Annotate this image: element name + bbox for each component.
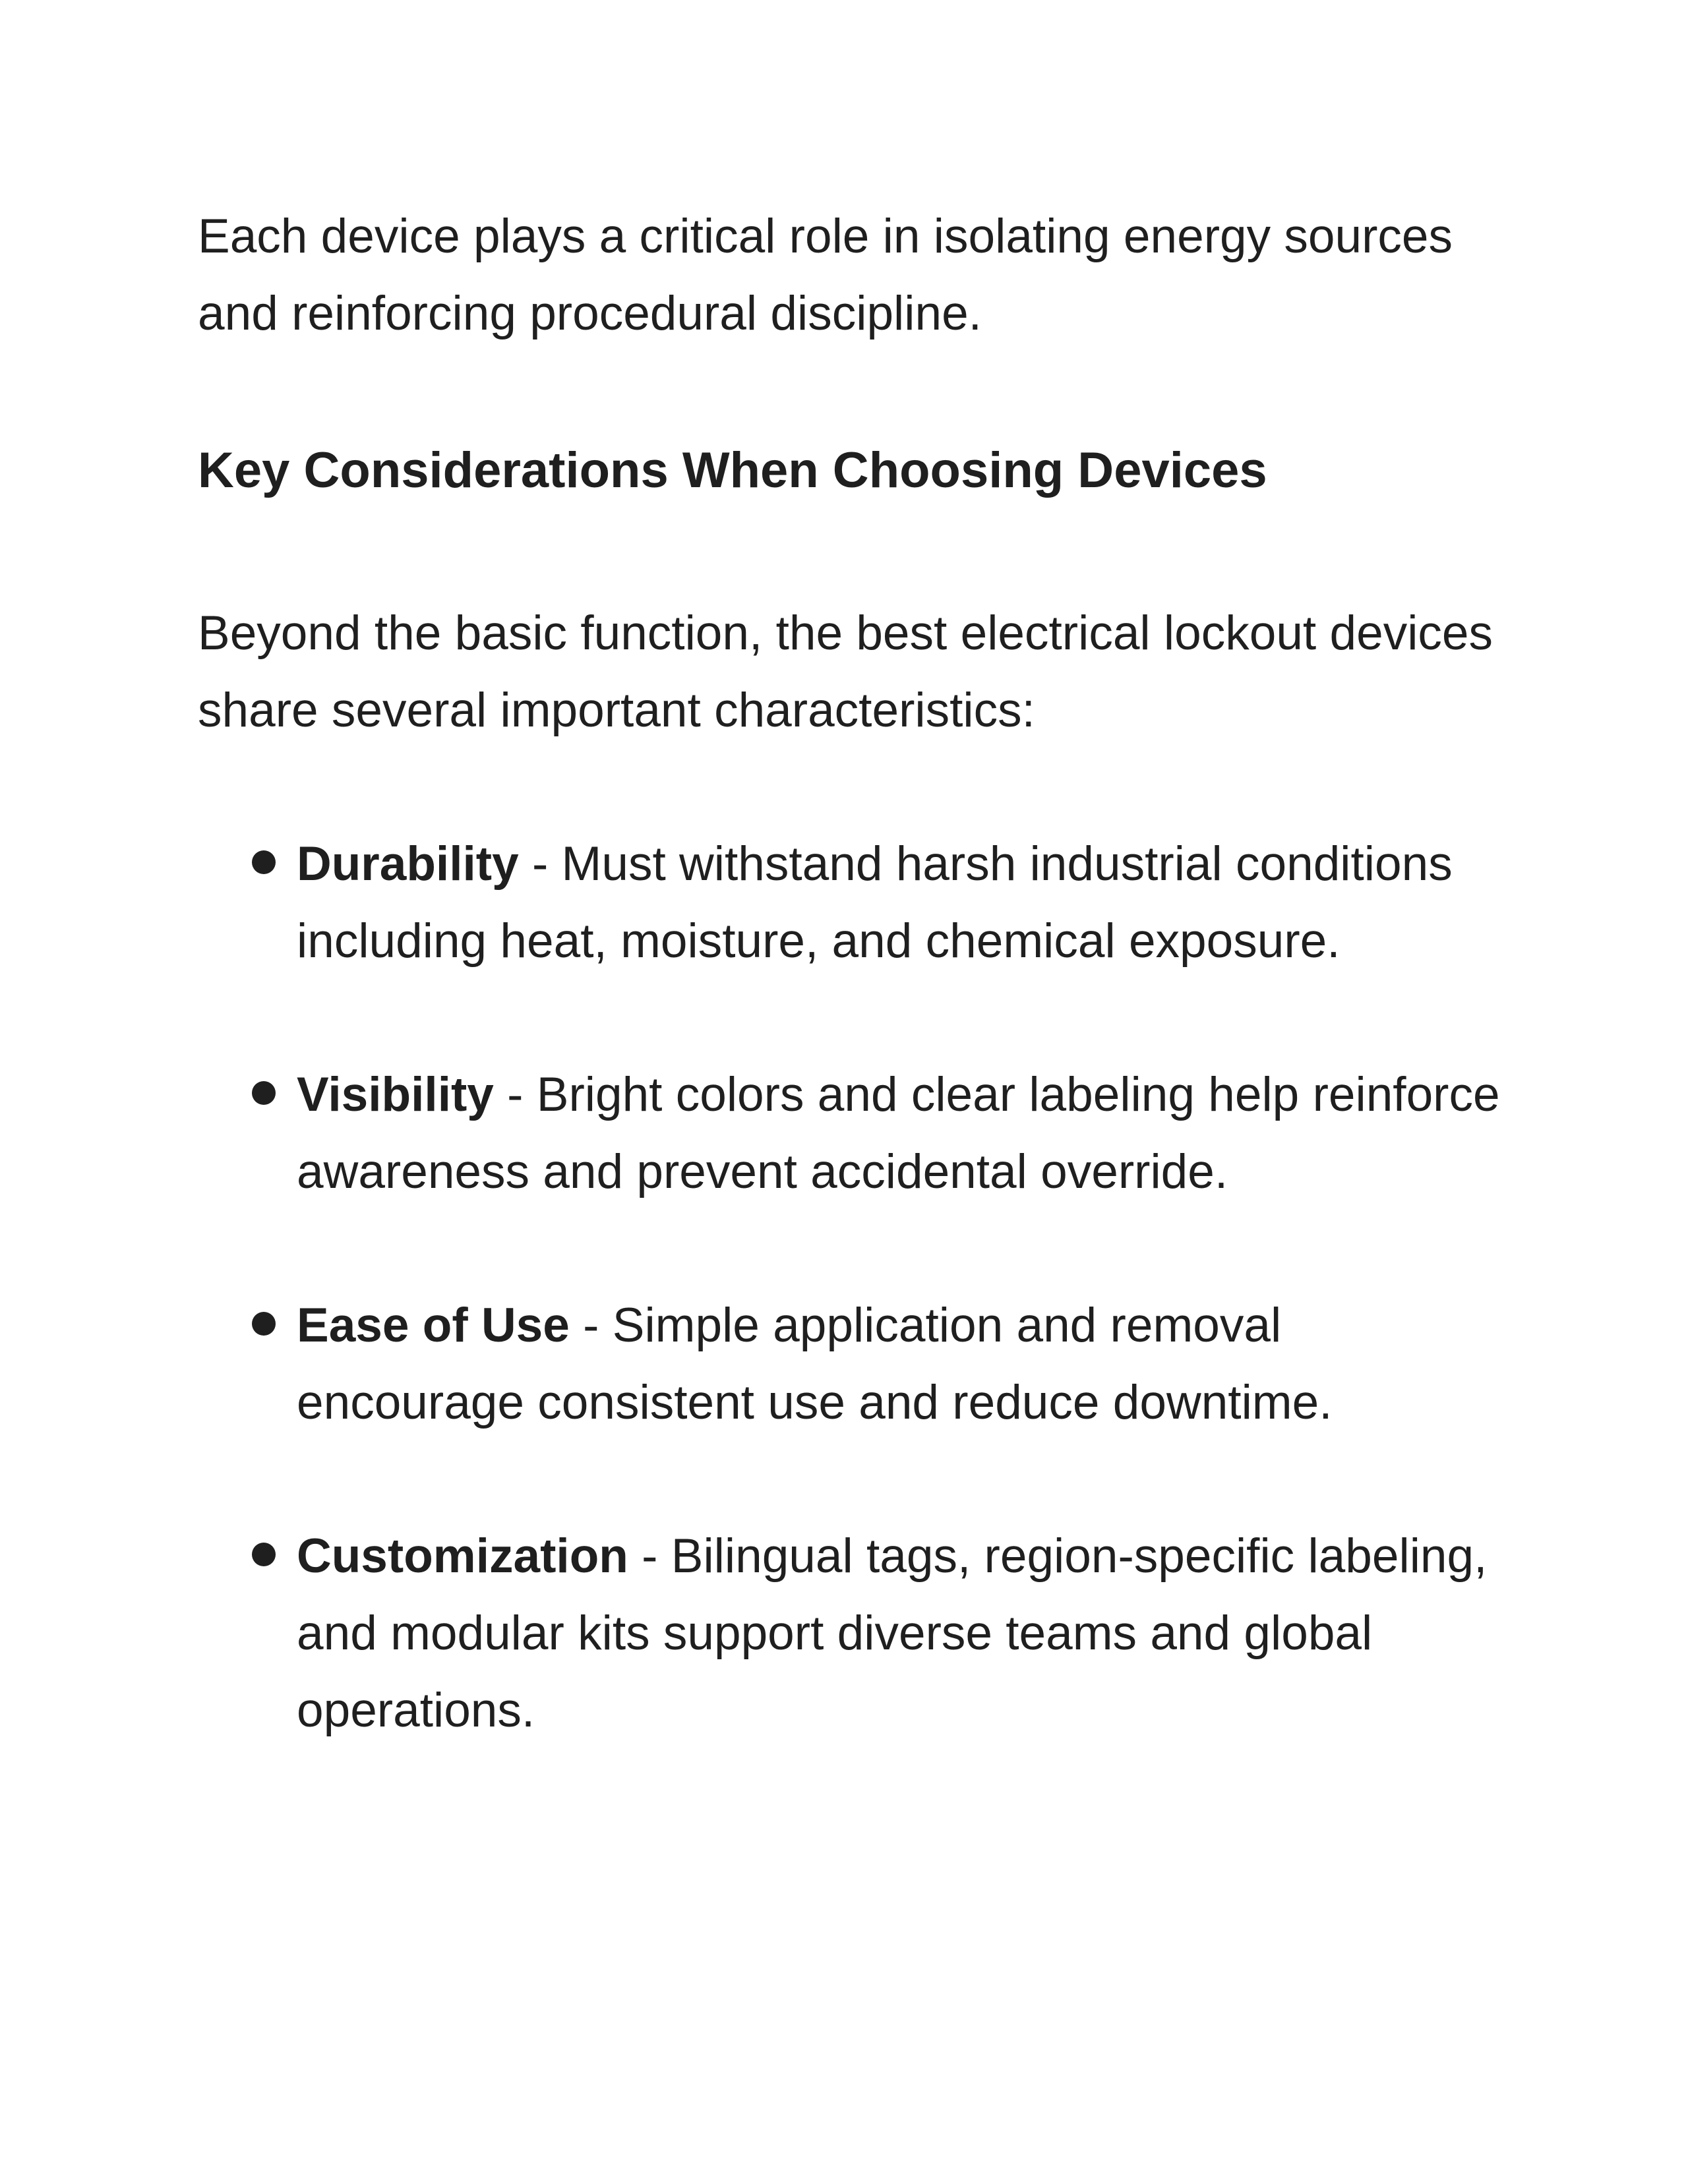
characteristics-list: [198, 825, 1503, 1749]
list-item-visibility: [198, 1056, 1503, 1210]
list-item-ease-of-use: [198, 1287, 1503, 1441]
lead-paragraph: Beyond the basic function, the best electrical lockout devices share several important characteristics:: [198, 606, 1493, 737]
bullet-icon: [252, 1312, 276, 1336]
bullet-text: - Bright colors and clear labeling help reinforce awareness and prevent accidental override.: [297, 1068, 1500, 1198]
bullet-term: Visibility: [297, 1068, 494, 1121]
intro-paragraph: Each device plays a critical role in isolating energy sources and reinforcing procedural discipline.: [198, 210, 1453, 340]
bullet-icon: [252, 1543, 276, 1566]
section-heading: Key Considerations When Choosing Devices: [198, 442, 1267, 498]
bullet-text: - Must withstand harsh industrial conditions including heat, moisture, and chemical exposure.: [297, 837, 1453, 968]
bullet-term: Durability: [297, 837, 519, 891]
list-item-customization: [198, 1518, 1503, 1749]
bullet-term: Ease of Use: [297, 1299, 570, 1352]
bullet-term: Customization: [297, 1529, 628, 1583]
bullet-icon: [252, 1081, 276, 1105]
bullet-text: - Bilingual tags, region-specific labeling, and modular kits support diverse teams and global operations.: [297, 1529, 1488, 1737]
bullet-text: - Simple application and removal encourage consistent use and reduce downtime.: [297, 1299, 1333, 1429]
list-item-durability: [198, 825, 1503, 980]
document-content: [198, 198, 1503, 1749]
bullet-icon: [252, 850, 276, 874]
